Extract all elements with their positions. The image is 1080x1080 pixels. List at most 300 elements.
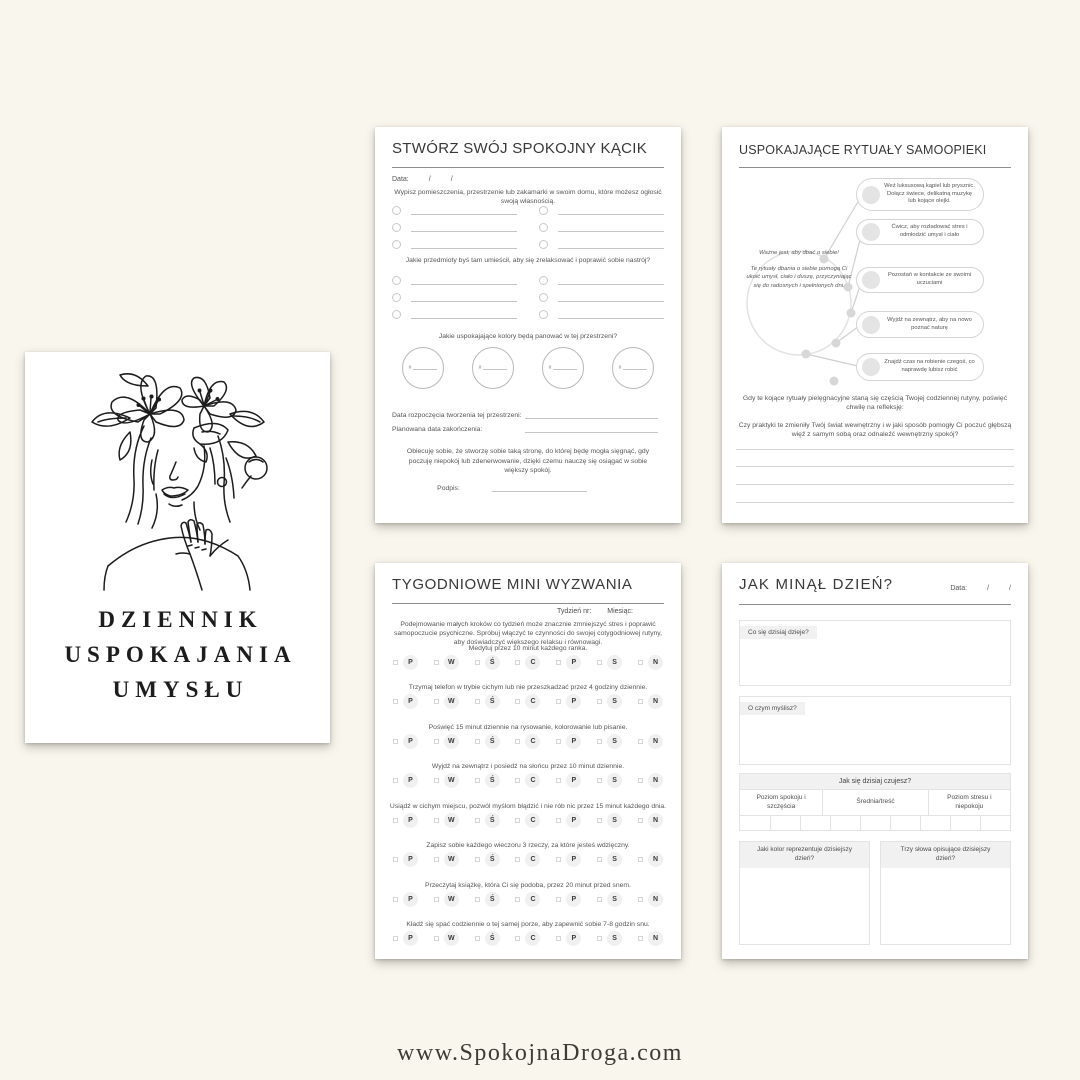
date-label: Data: (392, 176, 409, 183)
day-letter: W (444, 931, 459, 946)
day-letter: P (403, 773, 418, 788)
rooms-fill-list (392, 206, 664, 249)
day-checkbox (638, 778, 643, 783)
day-checkbox (597, 778, 602, 783)
list-item (539, 276, 664, 285)
cover-title-line: DZIENNIK (98, 607, 263, 632)
day-letter: Ś (485, 813, 500, 828)
bullet-circle (392, 223, 401, 232)
day-checkbox (434, 936, 439, 941)
day-letter: C (525, 773, 540, 788)
scale-cell (920, 815, 950, 830)
day-unit (638, 655, 663, 670)
day-tracker-row (389, 931, 667, 946)
write-line (553, 366, 577, 370)
reflection-intro: Gdy te kojące rytuały pielęgnacyjne staną się częścią Twojej codziennej rutyny, poświęć chwilę na refleksję: (742, 395, 1008, 412)
happening-box (739, 620, 1011, 686)
day-letter: S (607, 734, 622, 749)
feelings-col-calm: Poziom spokoju i szczęścia (740, 789, 822, 815)
day-unit (597, 694, 622, 709)
cover-title-line: USPOKAJANIA (64, 642, 297, 667)
write-line (525, 425, 658, 433)
color-swatch-circle (472, 347, 514, 389)
ritual-text: Wyjdź na zewnątrz, aby na nowo poznać naturę (887, 316, 972, 331)
day-unit (556, 655, 581, 670)
date-row (392, 176, 664, 183)
day-checkbox (515, 739, 520, 744)
day-unit (556, 734, 581, 749)
day-unit (556, 852, 581, 867)
write-line (623, 366, 647, 370)
title-divider (392, 167, 664, 168)
end-date-row (392, 425, 664, 433)
selfcare-bubble-text (746, 249, 852, 290)
day-checkbox (515, 699, 520, 704)
write-line (558, 277, 664, 285)
answer-area (740, 868, 869, 944)
website-url: www.SpokojnaDroga.com (397, 1040, 683, 1066)
day-letter: P (566, 734, 581, 749)
answer-area (881, 868, 1010, 944)
day-checkbox (475, 857, 480, 862)
date-label: Data: (950, 585, 968, 592)
scale-cell (800, 815, 830, 830)
day-checkbox (393, 857, 398, 862)
day-unit (597, 813, 622, 828)
list-item (392, 206, 517, 215)
list-item (539, 240, 664, 249)
end-date-label: Planowana data zakończenia: (392, 426, 483, 433)
day-unit (638, 852, 663, 867)
day-checkbox (556, 857, 561, 862)
day-letter: W (444, 655, 459, 670)
day-unit (475, 931, 500, 946)
challenge-text: Medytuj przez 10 minut każdego ranka. (468, 645, 588, 652)
day-letter: N (648, 813, 663, 828)
day-unit (556, 813, 581, 828)
day-checkbox (597, 660, 602, 665)
day-letter: N (648, 694, 663, 709)
date-slash: / (1009, 585, 1011, 592)
day-letter: Ś (485, 931, 500, 946)
day-checkbox (638, 699, 643, 704)
day-unit (556, 773, 581, 788)
day-unit (393, 852, 418, 867)
day-tracker-row (389, 892, 667, 907)
feelings-columns (740, 789, 1010, 815)
bullet-circle (539, 206, 548, 215)
day-letter: N (648, 734, 663, 749)
day-checkbox (393, 739, 398, 744)
day-letter: W (444, 852, 459, 867)
ritual-pill (856, 178, 984, 211)
signature-row (392, 484, 664, 492)
day-letter: C (525, 931, 540, 946)
day-letter: C (525, 694, 540, 709)
title-divider (739, 604, 1011, 605)
write-line (558, 241, 664, 249)
day-checkbox (556, 739, 561, 744)
month-label: Miesiąc: (607, 608, 633, 615)
day-checkbox (638, 818, 643, 823)
write-line (736, 466, 1014, 467)
page-title: JAK MINĄŁ DZIEŃ? (739, 576, 894, 593)
day-checkbox (556, 936, 561, 941)
day-letter: Ś (485, 773, 500, 788)
day-tracker-row (389, 655, 667, 670)
day-checkbox (515, 936, 520, 941)
day-tracker-row (389, 813, 667, 828)
happening-label: Co się dzisiaj dzieje? (740, 626, 817, 639)
day-unit (597, 773, 622, 788)
day-unit (556, 931, 581, 946)
feelings-col-stress: Poziom stresu i niepokoju (928, 789, 1010, 815)
bullet-circle (392, 293, 401, 302)
day-unit (434, 734, 459, 749)
day-checkbox (556, 660, 561, 665)
day-checkbox (393, 897, 398, 902)
page-title: USPOKAJAJĄCE RYTUAŁY SAMOOPIEKI (739, 143, 987, 157)
date-slash: / (450, 176, 453, 183)
hash-sign: # (618, 365, 622, 371)
woman-with-flowers-illustration (52, 362, 304, 600)
write-line (736, 449, 1014, 450)
day-letter: P (566, 694, 581, 709)
list-item (392, 276, 517, 285)
day-unit (393, 813, 418, 828)
day-checkbox (515, 778, 520, 783)
challenge-text: Przeczytaj książkę, która Ci się podoba, przez 20 minut przed snem. (425, 881, 631, 889)
day-letter: S (607, 931, 622, 946)
ritual-text: Weź luksusową kąpiel lub prysznic. Dołącz świece, delikatną muzykę lub kojące olejki. (884, 182, 975, 205)
day-unit (434, 931, 459, 946)
day-checkbox (638, 936, 643, 941)
day-letter: W (444, 773, 459, 788)
color-question-box (739, 841, 870, 945)
write-line (558, 311, 664, 319)
challenge-block (389, 842, 667, 867)
challenge-text: Wyjdź na zewnątrz i posiedź na słońcu przez 10 minut dziennie. (431, 763, 625, 771)
color-swatch-circle (612, 347, 654, 389)
day-letter: P (566, 813, 581, 828)
bullet-circle (539, 310, 548, 319)
day-checkbox (393, 936, 398, 941)
day-unit (597, 852, 622, 867)
page-title: STWÓRZ SWÓJ SPOKOJNY KĄCIK (392, 140, 648, 157)
day-letter: Ś (485, 892, 500, 907)
ritual-pill (856, 353, 984, 381)
color-question-label: Jaki kolor reprezentuje dzisiejszy dzień? (740, 842, 869, 868)
day-letter: N (648, 931, 663, 946)
day-letter: C (525, 655, 540, 670)
write-line (558, 224, 664, 232)
challenge-text: Poświęć 15 minut dziennie na rysowanie, kolorowanie lub pisanie. (428, 723, 628, 731)
date-row (950, 585, 1011, 592)
day-unit (638, 931, 663, 946)
worksheet-weekly-challenges (375, 563, 681, 959)
thinking-box (739, 696, 1011, 765)
pill-circle (862, 358, 880, 376)
write-line (736, 502, 1014, 503)
day-letter: P (566, 773, 581, 788)
write-line (411, 241, 517, 249)
day-unit (434, 694, 459, 709)
scale-cell (950, 815, 980, 830)
start-date-label: Data rozpoczęcia tworzenia tej przestrzeni: (392, 412, 522, 419)
week-month-row (525, 608, 665, 615)
challenge-text: Kładź się spać codziennie o tej samej porze, aby zapewnić sobie 7-8 godzin snu. (406, 920, 650, 928)
day-unit (638, 773, 663, 788)
day-letter: Ś (485, 734, 500, 749)
write-line (558, 207, 664, 215)
day-unit (475, 734, 500, 749)
write-line (558, 294, 664, 302)
write-line (736, 484, 1014, 485)
write-line (411, 311, 517, 319)
day-tracker-row (389, 694, 667, 709)
journal-cover (25, 352, 330, 743)
day-unit (475, 813, 500, 828)
day-unit (393, 694, 418, 709)
cover-title (58, 602, 296, 707)
challenge-block (389, 684, 667, 709)
pill-circle (862, 316, 880, 334)
day-checkbox (475, 778, 480, 783)
page-title: TYGODNIOWE MINI WYZWANIA (392, 576, 633, 593)
scale-cell (740, 815, 770, 830)
day-checkbox (515, 897, 520, 902)
day-unit (475, 852, 500, 867)
day-unit (638, 734, 663, 749)
day-letter: P (403, 694, 418, 709)
ritual-pill (856, 311, 984, 338)
day-unit (515, 655, 540, 670)
list-item (539, 310, 664, 319)
day-letter: N (648, 655, 663, 670)
promise-text: Obiecuję sobie, że stworzę sobie taką stronę, do której będę mogła sięgnąć, gdy poczuję niepokój lub zdenerwowanie, dzięki czemu nauczę się osiągać w sobie większy spokój. (406, 448, 650, 475)
day-unit (638, 694, 663, 709)
day-checkbox (556, 897, 561, 902)
worksheet-selfcare-rituals (722, 127, 1028, 523)
challenge-text: Usiądź w cichym miejscu, pozwól myślom błądzić i nie rób nic przez 15 minut każdego dnia. (389, 802, 667, 810)
day-letter: C (525, 734, 540, 749)
day-checkbox (434, 699, 439, 704)
bullet-circle (539, 240, 548, 249)
day-letter: S (607, 773, 622, 788)
feelings-header: Jak się dzisiaj czujesz? (740, 774, 1010, 789)
title-divider (392, 603, 664, 604)
bullet-circle (539, 223, 548, 232)
feelings-scale-cells (740, 815, 1010, 830)
weekly-intro: Podejmowanie małych kroków co tydzień może znacznie zmniejszyć stres i poprawić samopoczucie psychiczne. Spróbuj włączyć te czynności do swojej cotygodniowej rutyny, aby doświadczyć większego relaksu i równowagi. (393, 621, 663, 647)
day-unit (638, 892, 663, 907)
day-letter: W (444, 734, 459, 749)
ritual-text: Pozostań w kontakcie ze swoimi uczuciami (887, 272, 972, 286)
write-line (411, 224, 517, 232)
day-checkbox (434, 897, 439, 902)
day-unit (393, 734, 418, 749)
write-line (411, 207, 517, 215)
bubble-intro: Ważne jest, aby dbać o siebie! (759, 250, 839, 256)
day-checkbox (475, 936, 480, 941)
challenge-list (389, 645, 667, 946)
write-line (492, 484, 587, 492)
day-unit (556, 694, 581, 709)
challenge-block (389, 882, 667, 907)
day-tracker-row (389, 852, 667, 867)
pill-circle (862, 186, 880, 204)
challenge-block (389, 921, 667, 946)
day-checkbox (638, 739, 643, 744)
challenge-block (389, 724, 667, 749)
date-slash: / (428, 176, 431, 183)
day-unit (475, 655, 500, 670)
scale-cell (860, 815, 890, 830)
thinking-label: O czym myślisz? (740, 702, 805, 715)
ritual-pill (856, 267, 984, 293)
day-checkbox (515, 660, 520, 665)
day-letter: N (648, 892, 663, 907)
challenge-text: Trzymaj telefon w trybie cichym lub nie przeszkadzać przez 4 godziny dziennie. (408, 684, 648, 692)
day-letter: P (403, 655, 418, 670)
day-letter: S (607, 694, 622, 709)
hash-sign: # (478, 365, 482, 371)
day-checkbox (638, 660, 643, 665)
day-unit (515, 892, 540, 907)
day-checkbox (556, 818, 561, 823)
day-unit (515, 734, 540, 749)
day-unit (475, 773, 500, 788)
day-letter: C (525, 813, 540, 828)
day-checkbox (393, 660, 398, 665)
day-letter: Ś (485, 852, 500, 867)
color-swatch-circle (542, 347, 584, 389)
day-letter: P (566, 852, 581, 867)
day-letter: Ś (485, 655, 500, 670)
day-checkbox (556, 778, 561, 783)
day-letter: W (444, 892, 459, 907)
day-unit (597, 655, 622, 670)
day-checkbox (638, 897, 643, 902)
day-letter: Ś (485, 694, 500, 709)
day-checkbox (434, 660, 439, 665)
day-letter: P (403, 734, 418, 749)
worksheet-daily-reflection (722, 563, 1028, 959)
day-checkbox (434, 857, 439, 862)
day-checkbox (638, 857, 643, 862)
day-checkbox (393, 778, 398, 783)
day-letter: C (525, 892, 540, 907)
day-unit (434, 655, 459, 670)
day-unit (515, 813, 540, 828)
bullet-circle (392, 206, 401, 215)
day-checkbox (475, 897, 480, 902)
day-unit (597, 734, 622, 749)
day-letter: P (403, 813, 418, 828)
day-unit (638, 813, 663, 828)
day-letter: P (403, 892, 418, 907)
day-checkbox (597, 857, 602, 862)
day-checkbox (475, 660, 480, 665)
color-swatch-circle (402, 347, 444, 389)
write-line (413, 366, 437, 370)
question-rooms: Wypisz pomieszczenia, przestrzenie lub zakamarki w swoim domu, które możesz ogłosić swoją własnością. (394, 189, 662, 206)
day-unit (556, 892, 581, 907)
question-items: Jakie przedmioty byś tam umieścił, aby się zrelaksować i poprawić sobie nastrój? (405, 257, 651, 264)
challenge-block (389, 763, 667, 788)
list-item (392, 240, 517, 249)
day-checkbox (393, 818, 398, 823)
feelings-col-average: Średnia/treść (822, 789, 927, 815)
color-circles (392, 347, 664, 389)
day-letter: N (648, 852, 663, 867)
scale-cell (830, 815, 860, 830)
bullet-circle (539, 293, 548, 302)
day-checkbox (475, 739, 480, 744)
cover-title-line: UMYSŁU (112, 677, 249, 702)
challenge-block (389, 803, 667, 828)
day-letter: S (607, 852, 622, 867)
bullet-circle (539, 276, 548, 285)
day-unit (475, 892, 500, 907)
day-unit (393, 773, 418, 788)
list-item (539, 206, 664, 215)
day-letter: P (566, 655, 581, 670)
day-unit (393, 655, 418, 670)
day-checkbox (515, 818, 520, 823)
list-item (539, 293, 664, 302)
day-unit (393, 892, 418, 907)
worksheet-calm-corner (375, 127, 681, 523)
hash-sign: # (408, 365, 412, 371)
day-checkbox (515, 857, 520, 862)
signature-label: Podpis: (437, 485, 460, 492)
day-letter: P (403, 852, 418, 867)
bullet-circle (392, 276, 401, 285)
start-date-row (392, 411, 664, 419)
scale-cell (890, 815, 920, 830)
day-unit (434, 813, 459, 828)
day-checkbox (475, 818, 480, 823)
day-letter: S (607, 892, 622, 907)
list-item (392, 310, 517, 319)
day-letter: W (444, 813, 459, 828)
day-letter: P (566, 931, 581, 946)
write-line (411, 294, 517, 302)
day-checkbox (475, 699, 480, 704)
day-unit (475, 694, 500, 709)
scale-cell (770, 815, 800, 830)
question-colors: Jakie uspokajające kolory będą panować w tej przestrzeni? (438, 333, 618, 340)
day-checkbox (434, 818, 439, 823)
pill-circle (862, 271, 880, 289)
day-unit (434, 773, 459, 788)
list-item (539, 223, 664, 232)
day-checkbox (556, 699, 561, 704)
day-checkbox (597, 818, 602, 823)
write-line (411, 277, 517, 285)
write-line (525, 411, 658, 419)
scale-cell (980, 815, 1010, 830)
challenge-text: Zapisz sobie każdego wieczoru 3 rzeczy, za które jesteś wdzięczny. (426, 842, 630, 850)
list-item (392, 293, 517, 302)
day-unit (393, 931, 418, 946)
bottom-question-boxes (739, 841, 1011, 945)
day-checkbox (597, 699, 602, 704)
date-slash: / (987, 585, 990, 592)
day-unit (515, 931, 540, 946)
bubble-body: Te rytuały dbania o siebie pomogą Ci ukoić umysł, ciało i duszę, przyczyniając się do radosnych i spełnionych dni. (746, 265, 852, 289)
